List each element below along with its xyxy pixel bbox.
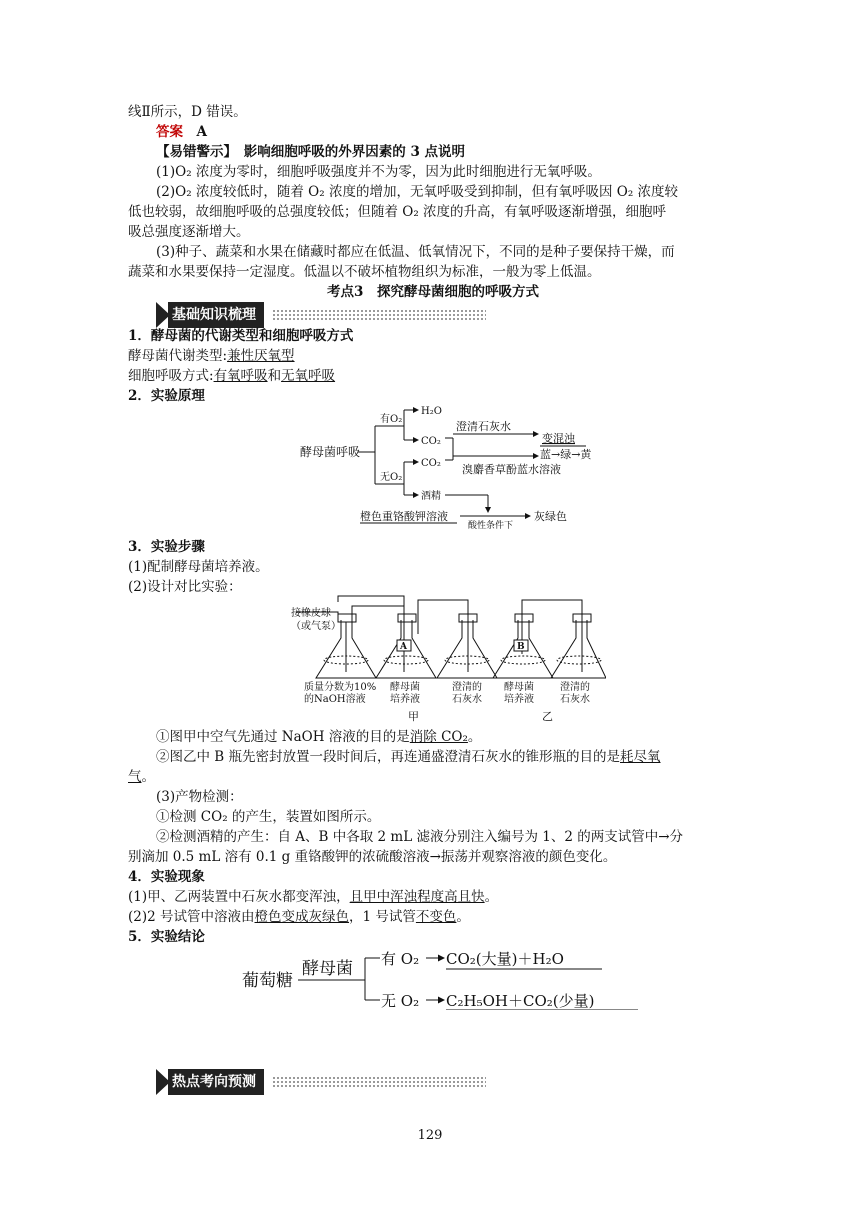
- lime-label-3: 澄清的: [560, 682, 590, 693]
- group-label-jia: 甲: [408, 710, 419, 723]
- yeast-label-2: 培养液: [390, 694, 420, 705]
- banner-label: 基础知识梳理: [168, 302, 264, 328]
- naoh-label-1: 质量分数为10%: [304, 682, 377, 693]
- banner-label: 热点考向预测: [168, 1069, 264, 1095]
- lime-label-1: 澄清的: [452, 682, 482, 693]
- answer-label: 答案: [156, 124, 183, 140]
- banner-dots: [272, 309, 486, 321]
- phenomenon-1: (1)甲、乙两装置中石灰水都变浑浊，且甲中浑浊程度高且快。: [128, 889, 499, 905]
- heading-4: 4．实验现象: [128, 869, 205, 885]
- label-with-o2: 有O₂: [380, 414, 403, 425]
- aerobic-condition: 有 O₂: [381, 950, 420, 968]
- paragraph-line: 低也较弱，故细胞呼吸的总强度较低；但随着 O₂ 浓度的升高，有氧呼吸逐渐增强，细胞呼: [128, 204, 667, 220]
- heading-1: 1．酵母菌的代谢类型和细胞呼吸方式: [128, 328, 354, 344]
- paragraph-line: 吸总强度逐渐增大。: [128, 224, 250, 240]
- section-title: 考点3 探究酵母菌细胞的呼吸方式: [327, 284, 539, 300]
- yeast-label: 酵母菌: [302, 959, 353, 979]
- answer-value: A: [196, 124, 207, 140]
- bottle-label-a: A: [400, 642, 407, 652]
- principle-diagram: [290, 400, 620, 530]
- page-number: 129: [417, 1128, 443, 1143]
- detect-2-cont: 别滴加 0.5 mL 溶有 0.1 g 重铬酸钾的浓硫酸溶液→振荡并观察溶液的颜色变化。: [128, 849, 617, 865]
- detect-2: ②检测酒精的产生：自 A、B 中各取 2 mL 滤液分别注入编号为 1、2 的两支试管中→分: [156, 829, 684, 845]
- label-gray-green: 灰绿色: [534, 510, 567, 523]
- metabolism-line: 酵母菌代谢类型:兼性厌氧型: [128, 348, 295, 364]
- pump-label-2: （或气泵）: [291, 621, 341, 632]
- paragraph-line: 蔬菜和水果要保持一定湿度。低温以不破坏植物组织为标准，一般为零上低温。: [128, 264, 601, 280]
- lime-label-4: 石灰水: [560, 694, 590, 705]
- label-h2o: H₂O: [421, 406, 442, 417]
- lime-label-2: 石灰水: [452, 694, 482, 705]
- label-btb-solution: 溴麝香草酚蓝水溶液: [462, 463, 561, 476]
- label-turbid: 变混浊: [542, 432, 575, 445]
- text-line: 线Ⅱ所示，D 错误。: [128, 104, 247, 120]
- paragraph-line: (1)O₂ 浓度为零时，细胞呼吸强度并不为零，因为此时细胞进行无氧呼吸。: [156, 164, 601, 180]
- label-lime-water: 澄清石灰水: [456, 420, 511, 433]
- yeast-label-4: 培养液: [504, 694, 534, 705]
- aerobic-products: CO₂(大量)＋H₂O: [446, 950, 564, 968]
- banner-dots: [272, 1076, 486, 1088]
- label-co2-b: CO₂: [421, 458, 441, 469]
- anaerobic-condition: 无 O₂: [381, 992, 420, 1010]
- comment-2-cont: 气。: [128, 769, 155, 785]
- label-co2-a: CO₂: [421, 436, 441, 447]
- step-2: (2)设计对比实验：: [128, 579, 242, 595]
- step-3: (3)产物检测：: [156, 789, 243, 805]
- respiration-line: 细胞呼吸方式:有氧呼吸和无氧呼吸: [128, 368, 336, 384]
- glucose-label: 葡萄糖: [242, 971, 293, 991]
- paragraph-line: (3)种子、蔬菜和水果在储藏时都应在低温、低氧情况下，不同的是种子要保持干燥，而: [156, 244, 675, 260]
- label-acid-condition: 酸性条件下: [468, 521, 514, 530]
- yeast-label-3: 酵母菌: [504, 682, 534, 693]
- label-alcohol: 酒精: [421, 491, 441, 502]
- heading-3: 3．实验步骤: [128, 539, 205, 555]
- heading-2: 2．实验原理: [128, 388, 205, 404]
- banner-basic-knowledge: [156, 302, 486, 328]
- paragraph-line: (2)O₂ 浓度较低时，随着 O₂ 浓度的增加，无氧呼吸受到抑制，但有氧呼吸因 O₂ 浓度较: [156, 184, 679, 200]
- yeast-label-1: 酵母菌: [390, 682, 420, 693]
- tip-heading: 【易错警示】 影响细胞呼吸的外界因素的 3 点说明: [156, 144, 466, 160]
- comment-1: ①图甲中空气先通过 NaOH 溶液的目的是消除 CO₂。: [156, 729, 482, 745]
- diagram-root: 酵母菌呼吸: [300, 445, 361, 459]
- step-1: (1)配制酵母菌培养液。: [128, 559, 269, 575]
- label-color-change: 蓝→绿→黄: [540, 448, 592, 461]
- detect-1: ①检测 CO₂ 的产生，装置如图所示。: [156, 809, 381, 825]
- apparatus-diagram: [286, 594, 606, 724]
- heading-5: 5．实验结论: [128, 929, 205, 945]
- group-label-yi: 乙: [542, 710, 553, 723]
- phenomenon-2: (2)2 号试管中溶液由橙色变成灰绿色，1 号试管不变色。: [128, 909, 470, 925]
- answer-line: [128, 122, 738, 142]
- naoh-label-2: 的NaOH溶液: [304, 694, 366, 705]
- pump-label: 接橡皮球: [291, 608, 331, 619]
- bottle-label-b: B: [517, 642, 525, 652]
- comment-2: ②图乙中 B 瓶先密封放置一段时间后，再连通盛澄清石灰水的锥形瓶的目的是耗尽氧: [156, 749, 661, 765]
- banner-hot-topics: [156, 1069, 486, 1095]
- label-without-o2: 无O₂: [380, 472, 403, 483]
- conclusion-diagram: [240, 942, 650, 1010]
- anaerobic-products: C₂H₅OH＋CO₂(少量): [446, 992, 595, 1010]
- label-dichromate: 橙色重铬酸钾溶液: [360, 510, 448, 523]
